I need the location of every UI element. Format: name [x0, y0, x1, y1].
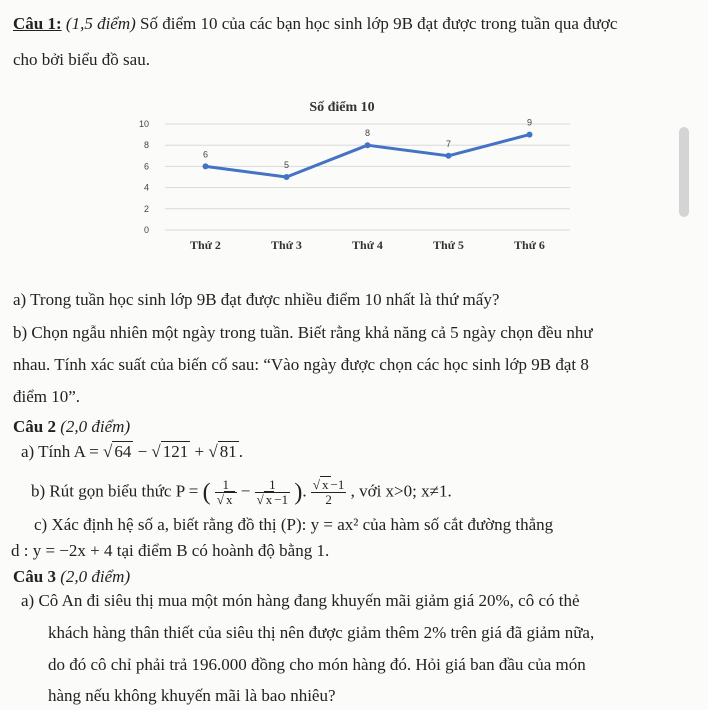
- q2-b-prefix: b) Rút gọn biểu thức P =: [31, 481, 199, 501]
- q2-a-radicand-3: 81: [219, 442, 237, 461]
- q3-part-a-line-3: do đó cô chỉ phải trả 196.000 đồng cho món hàng đó. Hỏi giá ban đầu của món: [48, 655, 586, 674]
- q1-points: (1,5 điểm): [65, 14, 136, 33]
- question-3-heading: [13, 567, 130, 587]
- q2-part-c-line-1: c) Xác định hệ số a, biết rằng đồ thị (P): y = ax² của hàm số cắt đường thẳng: [34, 515, 554, 534]
- y-tick-label: 8: [143, 140, 149, 151]
- x-tick-label: Thứ 5: [433, 238, 464, 252]
- data-label: 5: [283, 160, 290, 170]
- q3-part-a-line-4: hàng nếu không khuyến mãi là bao nhiêu?: [48, 686, 336, 705]
- q2-b-fraction-1: $\frac{1}{√ x}$: [215, 478, 237, 507]
- data-point: [446, 153, 452, 159]
- x-tick-label: Thứ 3: [271, 238, 302, 252]
- q3-title: Câu 3: [13, 567, 56, 586]
- q2-a-radicand-1: 64: [114, 442, 132, 461]
- q2-b-fraction-2: $\frac{1}{√ x -1}$: [256, 477, 289, 507]
- data-point: [527, 132, 533, 138]
- q3-part-a-line-2: khách hàng thân thiết của siêu thị nên được giảm thêm 2% trên giá đã giảm nữa,: [48, 623, 595, 642]
- q2-part-c-line-2: d : y = −2x + 4 tại điểm B có hoành độ bằng 1.: [11, 541, 330, 560]
- q1-part-a: a) Trong tuần học sinh lớp 9B đạt được nhiều điểm 10 nhất là thứ mấy?: [13, 290, 500, 309]
- q1-part-b-line-3: điểm 10”.: [13, 387, 81, 406]
- q2-part-a: a) Tính A = √ 64 − √ 121 + √ 81 .: [21, 442, 243, 461]
- data-label: 8: [364, 128, 371, 139]
- question-2-heading: [13, 417, 130, 437]
- y-tick-label: 2: [143, 203, 149, 214]
- x-tick-label: Thứ 4: [352, 238, 383, 252]
- q3-part-a-line-1: a) Cô An đi siêu thị mua một món hàng đang khuyến mãi giảm giá 20%, cô có thẻ: [21, 591, 580, 610]
- line-chart: [130, 84, 570, 270]
- q2-part-b: b) Rút gọn biểu thức P = ( $\frac{1}{√ x}$ − $\frac{1}{√ x -1}$ ). $\frac{√ x -1}{2}$ , với x>0; x≠1.: [31, 477, 452, 507]
- y-tick-label: 6: [143, 161, 149, 172]
- y-tick-label: 0: [143, 225, 149, 235]
- x-tick-label: Thứ 6: [514, 238, 545, 252]
- chart-title: Số điểm 10: [309, 100, 375, 115]
- q1-part-b-line-2: nhau. Tính xác suất của biến cố sau: “Vào ngày được chọn các học sinh lớp 9B đạt 8: [13, 355, 589, 374]
- data-point: [284, 174, 290, 180]
- q2-b-fraction-3: $\frac{√ x -1}{2}$: [312, 477, 345, 507]
- scrollbar-thumb[interactable]: [679, 127, 689, 217]
- q1-intro-line-1: Số điểm 10 của các bạn học sinh lớp 9B đạt được trong tuần qua được: [140, 14, 618, 33]
- q1-part-b-line-1: b) Chọn ngẫu nhiên một ngày trong tuần. Biết rằng khả năng cả 5 ngày chọn đều như: [13, 323, 593, 342]
- q2-title: Câu 2: [13, 417, 56, 436]
- y-tick-label: 4: [143, 182, 149, 193]
- y-tick-label: 10: [138, 119, 149, 129]
- x-tick-label: Thứ 2: [190, 238, 221, 252]
- data-label: 6: [202, 149, 209, 160]
- series-line: [206, 135, 530, 177]
- q2-a-prefix: a) Tính A =: [21, 442, 99, 461]
- q2-b-condition: , với x>0; x≠1.: [350, 481, 452, 501]
- q1-title: Câu 1:: [13, 14, 62, 33]
- q3-points: (2,0 điểm): [60, 567, 131, 586]
- data-point: [365, 142, 371, 148]
- q1-intro-line-2: cho bởi biểu đồ sau.: [13, 50, 150, 69]
- data-label: 9: [526, 117, 533, 128]
- data-point: [203, 163, 209, 169]
- q2-points: (2,0 điểm): [60, 417, 131, 436]
- q2-a-radicand-2: 121: [162, 442, 189, 461]
- data-label: 7: [445, 138, 452, 149]
